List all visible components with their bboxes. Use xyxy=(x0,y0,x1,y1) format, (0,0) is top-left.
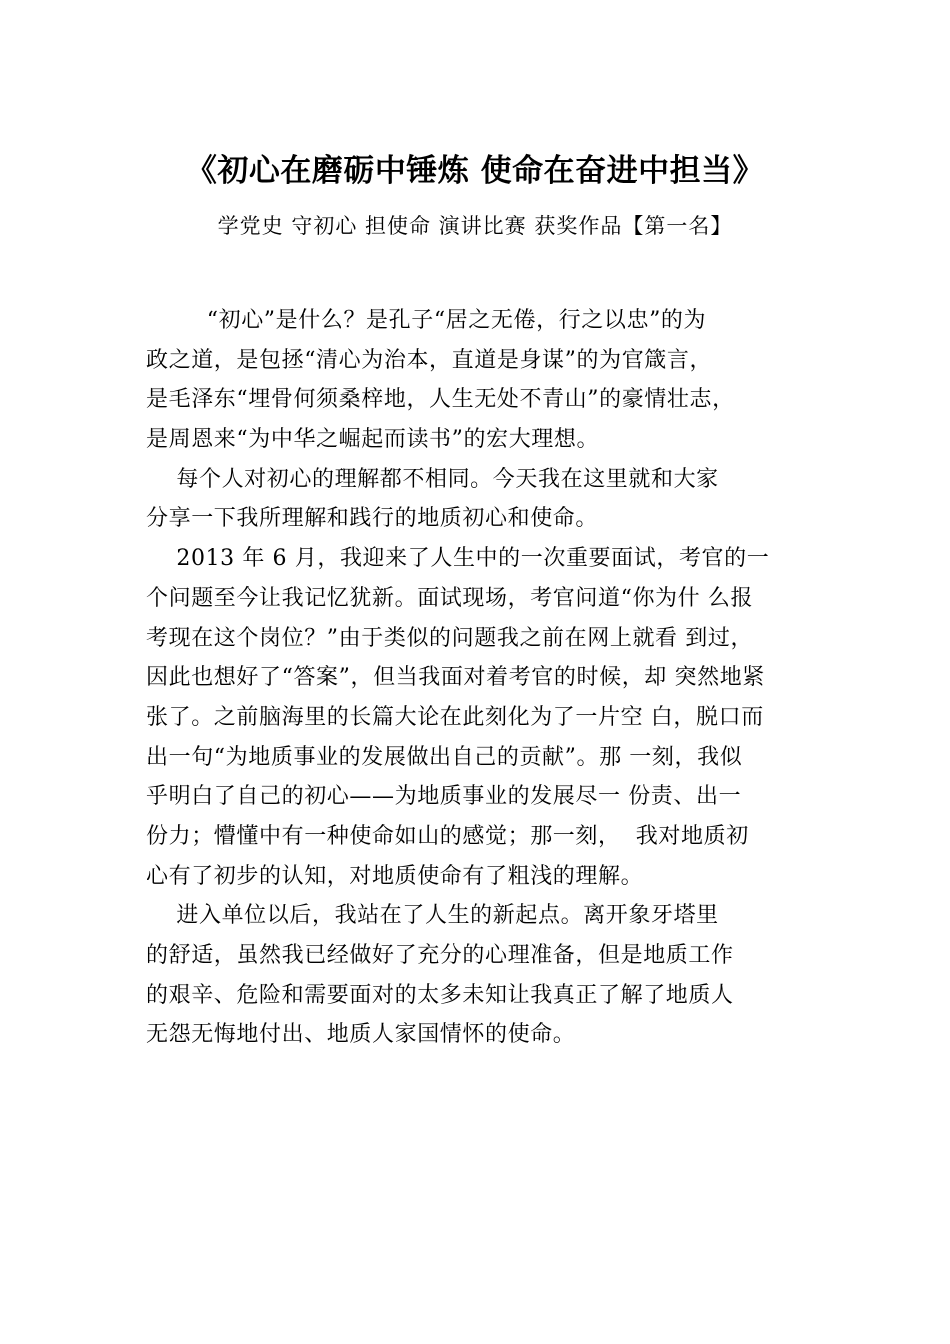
body-line: 每个人对初心的理解都不相同。今天我在这里就和大家 xyxy=(146,466,719,492)
body-line: 张了。之前脑海里的长篇大论在此刻化为了一片空 白，脱口而 xyxy=(146,704,764,730)
body-line: “初心”是什么？是孔子“居之无倦，行之以忠”的为 xyxy=(146,308,707,333)
body-line: 分享一下我所理解和践行的地质初心和使命。 xyxy=(146,506,599,532)
body-line: 乎明白了自己的初心——为地质事业的发展尽一 份责、出一 xyxy=(146,784,742,810)
body-line: 是周恩来“为中华之崛起而读书”的宏大理想。 xyxy=(146,427,600,453)
document-body xyxy=(146,301,836,1055)
body-line: 无怨无悔地付出、地质人家国情怀的使命。 xyxy=(146,1022,576,1048)
document-title: 《初心在磨砺中锤炼 使命在奋进中担当》 xyxy=(185,153,765,189)
body-line: 个问题至今让我记忆犹新。面试现场，考官问道“你为什 么报 xyxy=(146,585,754,611)
body-line: 的舒适，虽然我已经做好了充分的心理准备，但是地质工作 xyxy=(146,943,734,968)
body-line: 心有了初步的认知，对地质使命有了粗浅的理解。 xyxy=(146,863,644,889)
body-line: 政之道，是包拯“清心为治本，直道是身谋”的为官箴言， xyxy=(146,347,713,373)
body-line: 因此也想好了“答案”，但当我面对着考官的时候，却 突然地紧 xyxy=(146,665,765,691)
body-line: 考现在这个岗位？”由于类似的问题我之前在网上就看 到过， xyxy=(146,625,754,651)
body-line: 进入单位以后，我站在了人生的新起点。离开象牙塔里 xyxy=(146,903,719,929)
document-subtitle: 学党史 守初心 担使命 演讲比赛 获奖作品【第一名】 xyxy=(217,214,733,238)
body-line: 出一句“为地质事业的发展做出自己的贡献”。那 一刻，我似 xyxy=(146,744,743,770)
body-line: 份力；懵懂中有一种使命如山的感觉；那一刻， 我对地质初 xyxy=(146,823,749,849)
body-line: 2013 年 6 月，我迎来了人生中的一次重要面试，考官的一 xyxy=(146,546,770,572)
body-line: 是毛泽东“埋骨何须桑梓地，人生无处不青山”的豪情壮志， xyxy=(146,387,735,413)
body-line: 的艰辛、危险和需要面对的太多未知让我真正了解了地质人 xyxy=(146,982,734,1008)
